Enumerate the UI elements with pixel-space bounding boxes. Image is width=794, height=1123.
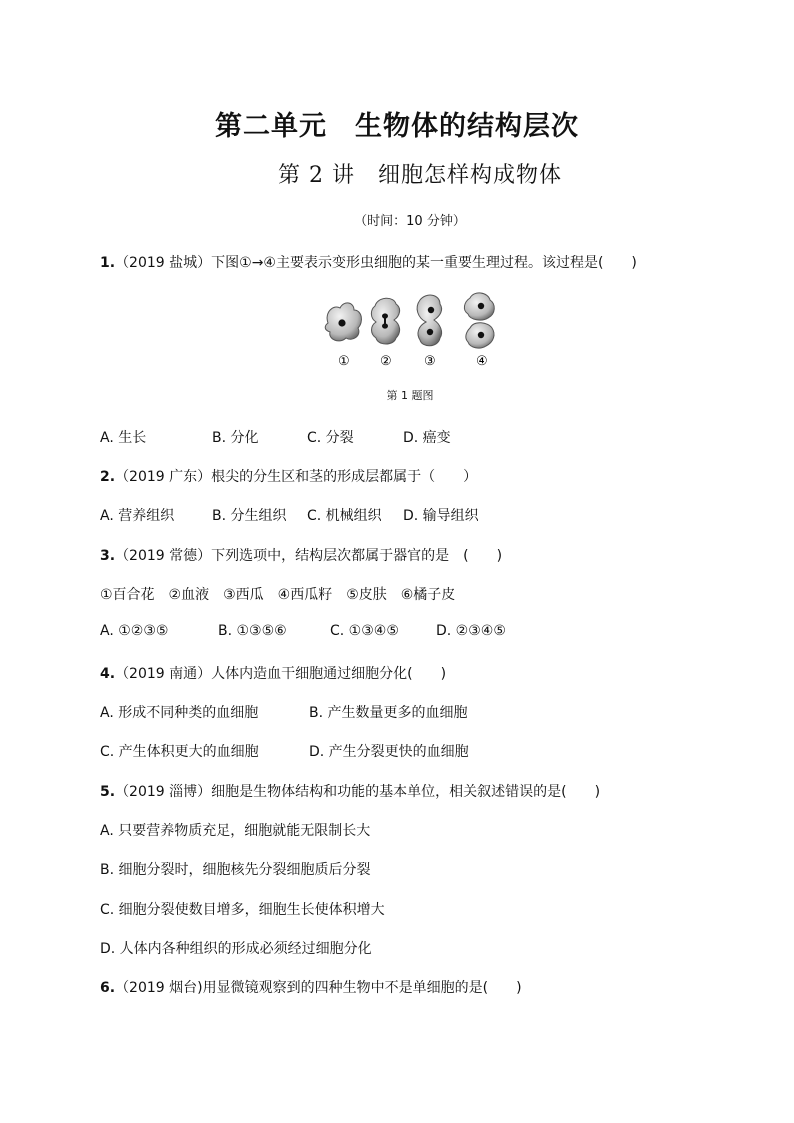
- question-1: [100, 252, 637, 272]
- figure-label-3: ③: [424, 354, 436, 369]
- q4-option-c[interactable]: C. 产生体积更大的血细胞: [100, 744, 259, 760]
- q1-option-a[interactable]: A. 生长: [100, 430, 147, 446]
- q5-option-c[interactable]: C. 细胞分裂使数目增多，细胞生长使体积增大: [100, 902, 385, 918]
- question-stem: （2019 烟台)用显微镜观察到的四种生物中不是单细胞的是( ): [115, 980, 522, 996]
- q3-option-c[interactable]: C. ①③④⑤: [330, 623, 399, 639]
- time-note: （时间：10 分钟）: [354, 214, 466, 229]
- question-stem: （2019 广东）根尖的分生区和茎的形成层都属于（ ）: [115, 469, 478, 485]
- question-number: 4.: [100, 666, 116, 682]
- q3-option-b[interactable]: B. ①③⑤⑥: [218, 623, 287, 639]
- question-6: [100, 977, 522, 997]
- q5-option-a[interactable]: A. 只要营养物质充足，细胞就能无限制长大: [100, 823, 371, 839]
- question-stem: （2019 淄博）细胞是生物体结构和功能的基本单位，相关叙述错误的是( ): [115, 784, 601, 800]
- q3-option-a[interactable]: A. ①②③⑤: [100, 623, 169, 639]
- q2-option-a[interactable]: A. 营养组织: [100, 508, 175, 524]
- question-2: [100, 466, 477, 486]
- q1-option-c[interactable]: C. 分裂: [307, 430, 354, 446]
- q2-option-b[interactable]: B. 分生组织: [212, 508, 287, 524]
- figure-label-4: ④: [476, 354, 488, 369]
- question-number: 5.: [100, 784, 116, 800]
- question-stem: （2019 南通）人体内造血干细胞通过细胞分化( ): [115, 666, 447, 682]
- cell-stage-3: [417, 295, 441, 346]
- q4-option-b[interactable]: B. 产生数量更多的血细胞: [309, 705, 468, 721]
- lesson-title: 第 2 讲 细胞怎样构成物体: [278, 163, 562, 188]
- q5-option-d[interactable]: D. 人体内各种组织的形成必须经过细胞分化: [100, 941, 372, 957]
- figure-label-2: ②: [380, 354, 392, 369]
- question-number: 2.: [100, 469, 116, 485]
- unit-title: 第二单元 生物体的结构层次: [215, 111, 579, 142]
- question-stem: （2019 常德）下列选项中，结构层次都属于器官的是 ( ): [115, 548, 503, 564]
- figure-caption: 第 1 题图: [386, 389, 434, 402]
- q5-option-b[interactable]: B. 细胞分裂时，细胞核先分裂细胞质后分裂: [100, 862, 371, 878]
- q4-option-a[interactable]: A. 形成不同种类的血细胞: [100, 705, 259, 721]
- amoeba-division-figure: [320, 290, 520, 372]
- cell-stage-1: [325, 303, 361, 341]
- question-3: [100, 545, 502, 565]
- q2-option-c[interactable]: C. 机械组织: [307, 508, 382, 524]
- question-number: 3.: [100, 548, 116, 564]
- figure-label-1: ①: [338, 354, 350, 369]
- cell-stage-4: [464, 293, 494, 348]
- q3-option-d[interactable]: D. ②③④⑤: [436, 623, 506, 639]
- q1-option-d[interactable]: D. 癌变: [403, 430, 451, 446]
- question-stem: （2019 盐城）下图①→④主要表示变形虫细胞的某一重要生理过程。该过程是( ): [115, 255, 637, 271]
- question-5: [100, 781, 600, 801]
- q4-option-d[interactable]: D. 产生分裂更快的血细胞: [309, 744, 469, 760]
- question-number: 6.: [100, 980, 116, 996]
- q3-item-list: ①百合花 ②血液 ③西瓜 ④西瓜籽 ⑤皮肤 ⑥橘子皮: [100, 587, 456, 603]
- question-4: [100, 663, 446, 683]
- q1-option-b[interactable]: B. 分化: [212, 430, 259, 446]
- question-number: 1.: [100, 255, 116, 271]
- q2-option-d[interactable]: D. 输导组织: [403, 508, 479, 524]
- cell-stage-2: [371, 298, 399, 344]
